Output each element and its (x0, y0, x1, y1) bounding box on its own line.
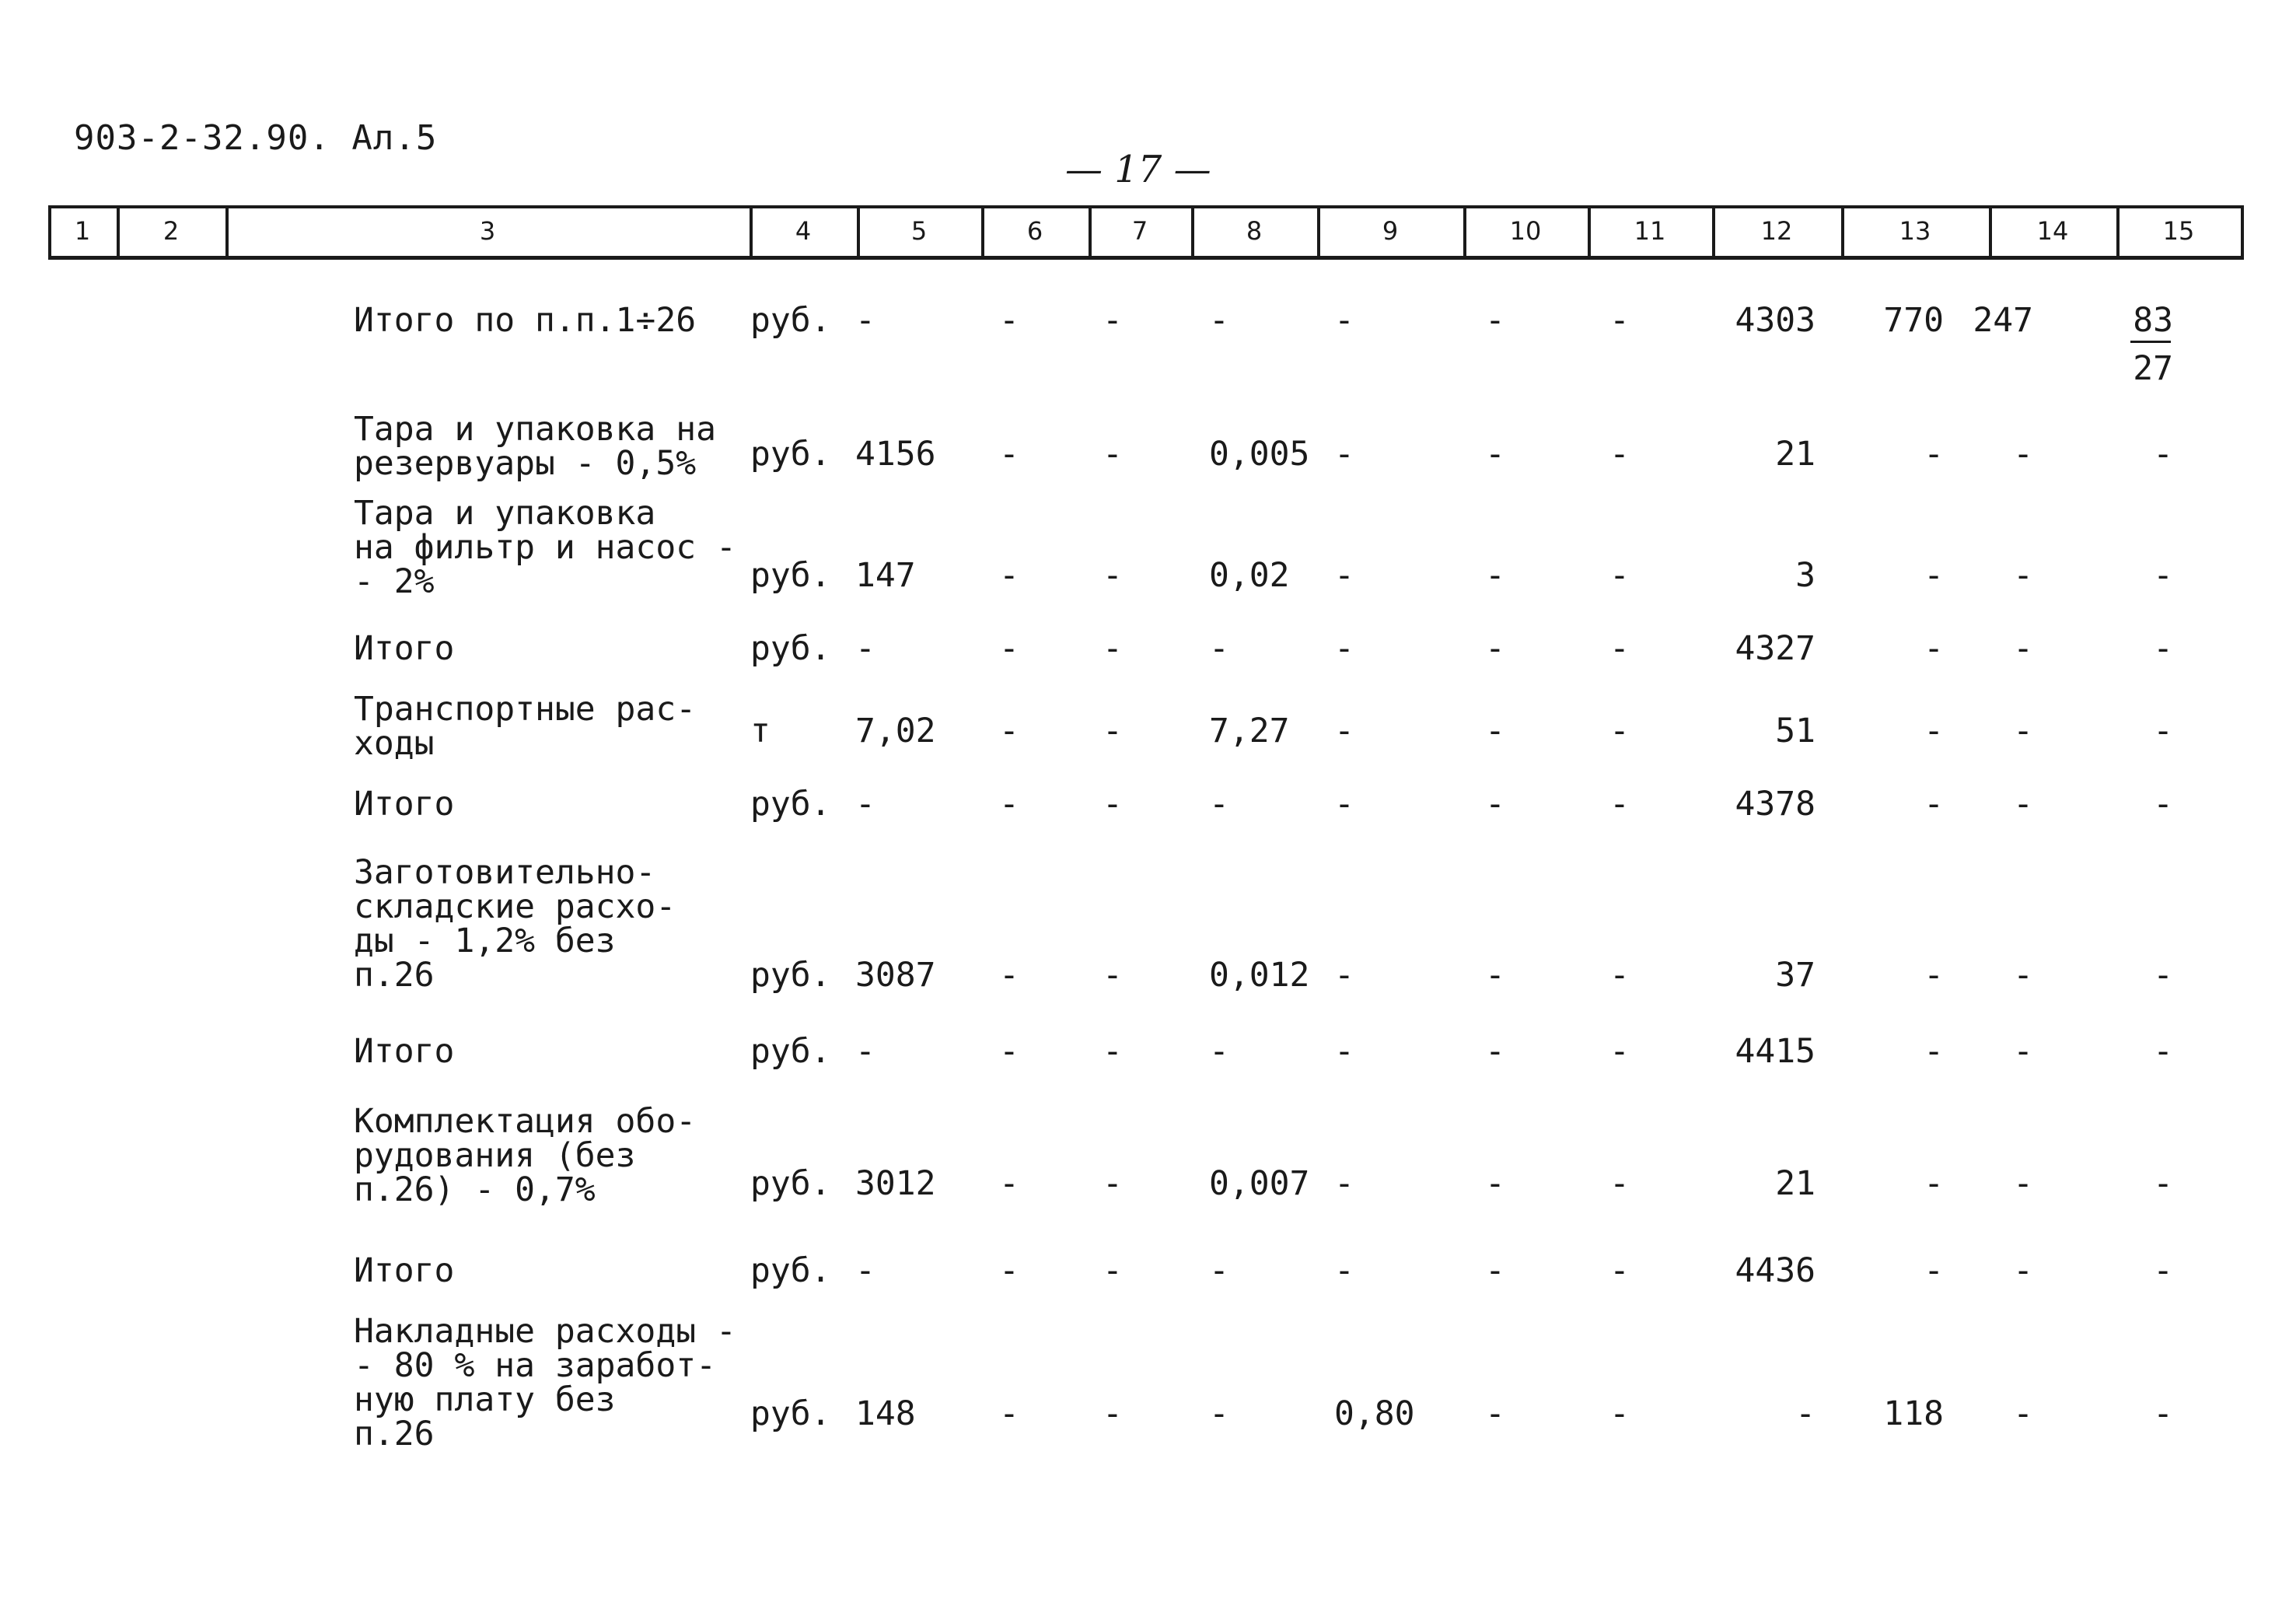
cell-c11: - (1609, 1164, 1630, 1203)
cell-c9: - (1334, 301, 1354, 340)
cell-c5: 3087 (855, 956, 936, 995)
header-col-7: 7 (1131, 216, 1148, 246)
cell-c11: - (1609, 785, 1630, 824)
cell-unit: руб. (750, 1251, 831, 1290)
cell-c12: 21 (1775, 1164, 1815, 1203)
cell-c14: - (2013, 785, 2033, 824)
cell-c6: - (999, 1251, 1019, 1290)
cell-c7: - (1103, 629, 1123, 668)
header-col-1: 1 (74, 216, 91, 246)
cell-c10: - (1485, 301, 1505, 340)
cell-unit: руб. (750, 1394, 831, 1433)
cell-c11: - (1609, 556, 1630, 595)
header-col-5: 5 (910, 216, 928, 246)
row-description: Накладные расходы - - 80 % на заработ- ную плату без п.26 (354, 1312, 736, 1453)
cell-c13: - (1924, 785, 1944, 824)
cell-c8: 0,02 (1209, 556, 1290, 595)
cell-c13: 770 (1883, 301, 1944, 340)
header-col-3: 3 (479, 216, 496, 246)
cell-c9: - (1334, 1032, 1354, 1071)
cell-c12: - (1795, 1394, 1815, 1433)
cell-c10: - (1485, 435, 1505, 474)
cell-c10: - (1485, 1251, 1505, 1290)
cell-c5: - (855, 629, 875, 668)
cell-c5: 7,02 (855, 712, 936, 750)
cell-c12: 3 (1795, 556, 1815, 595)
cell-unit: руб. (750, 435, 831, 474)
cell-c15: - (2153, 435, 2173, 474)
cell-c13: - (1924, 956, 1944, 995)
cell-c6: - (999, 629, 1019, 668)
cell-c7: - (1103, 1164, 1123, 1203)
cell-c8: - (1209, 629, 1229, 668)
cell-c5: - (855, 1251, 875, 1290)
cell-c6: - (999, 956, 1019, 995)
cell-c9: - (1334, 712, 1354, 750)
cell-c5: - (855, 301, 875, 340)
cell-c12: 4415 (1735, 1032, 1815, 1071)
row-description: Итого (354, 629, 455, 668)
cell-c5: 4156 (855, 435, 936, 474)
cell-c10: - (1485, 785, 1505, 824)
cell-c11: - (1609, 956, 1630, 995)
cell-c9: - (1334, 629, 1354, 668)
header-col-13: 13 (1899, 216, 1931, 246)
cell-c6: - (999, 1394, 1019, 1433)
cell-unit: руб. (750, 1164, 831, 1203)
cell-c15-second-line: 27 (2133, 349, 2173, 388)
cell-c6: - (999, 435, 1019, 474)
cell-c15: - (2153, 1394, 2173, 1433)
page-number: — 17 — (1065, 148, 1211, 191)
cell-c13: - (1924, 435, 1944, 474)
cell-c14: - (2013, 956, 2033, 995)
cell-c7: - (1103, 1394, 1123, 1433)
cell-c12: 37 (1775, 956, 1815, 995)
cell-c5: 147 (855, 556, 916, 595)
table-header (48, 205, 2244, 260)
cell-c7: - (1103, 301, 1123, 340)
cell-c8: 7,27 (1209, 712, 1290, 750)
cell-c11: - (1609, 629, 1630, 668)
document-code: 903-2-32.90. Ал.5 (74, 118, 438, 158)
cell-c12: 4378 (1735, 785, 1815, 824)
cell-c8: - (1209, 1394, 1229, 1433)
cell-unit: руб. (750, 301, 831, 340)
cell-c12: 4327 (1735, 629, 1815, 668)
cell-c14: - (2013, 556, 2033, 595)
cell-c10: - (1485, 956, 1505, 995)
cell-unit: руб. (750, 629, 831, 668)
cell-c13: 118 (1883, 1394, 1944, 1433)
cell-c13: - (1924, 1164, 1944, 1203)
cell-unit: руб. (750, 956, 831, 995)
cell-c9: - (1334, 785, 1354, 824)
cell-c10: - (1485, 712, 1505, 750)
cell-c7: - (1103, 956, 1123, 995)
cell-c12: 4303 (1735, 301, 1815, 340)
cell-c15: - (2153, 1164, 2173, 1203)
cell-c7: - (1103, 435, 1123, 474)
cell-c10: - (1485, 556, 1505, 595)
cell-c13: - (1924, 1251, 1944, 1290)
cell-c8: - (1209, 301, 1229, 340)
cell-c14: - (2013, 1164, 2033, 1203)
cell-unit: руб. (750, 556, 831, 595)
cell-c11: - (1609, 712, 1630, 750)
cell-c14: 247 (1973, 301, 2033, 340)
cell-c15: - (2153, 956, 2173, 995)
cell-c11: - (1609, 435, 1630, 474)
cell-c15: - (2153, 1032, 2173, 1071)
cell-c15: - (2153, 1251, 2173, 1290)
cell-c9: - (1334, 556, 1354, 595)
header-col-2: 2 (163, 216, 180, 246)
cell-c15: - (2153, 712, 2173, 750)
cell-c14: - (2013, 629, 2033, 668)
cell-c9: - (1334, 435, 1354, 474)
header-col-4: 4 (795, 216, 812, 246)
row-description: Транспортные рас- ходы (354, 690, 697, 763)
cell-c11: - (1609, 301, 1630, 340)
cell-c13: - (1924, 556, 1944, 595)
cell-c6: - (999, 1164, 1019, 1203)
cell-c5: - (855, 785, 875, 824)
cell-c7: - (1103, 712, 1123, 750)
row-description: Тара и упаковка на фильтр и насос - - 2% (354, 494, 736, 601)
cell-c6: - (999, 301, 1019, 340)
cell-c14: - (2013, 712, 2033, 750)
fraction-line (2130, 341, 2171, 343)
cell-c11: - (1609, 1251, 1630, 1290)
cell-c5: - (855, 1032, 875, 1071)
cell-c15: - (2153, 629, 2173, 668)
row-description: Итого по п.п.1÷26 (354, 301, 697, 340)
cell-c10: - (1485, 1164, 1505, 1203)
cell-c12: 21 (1775, 435, 1815, 474)
row-description: Заготовительно- складские расхо- ды - 1,2% без п.26 (354, 853, 676, 995)
row-description: Тара и упаковка на резервуары - 0,5% (354, 410, 716, 483)
row-description: Итого (354, 1251, 455, 1290)
cell-c15: 83 (2133, 301, 2173, 340)
cell-c15: - (2153, 556, 2173, 595)
cell-unit: руб. (750, 1032, 831, 1071)
cell-c6: - (999, 1032, 1019, 1071)
cell-c8: - (1209, 785, 1229, 824)
cell-c9: - (1334, 1164, 1354, 1203)
cell-c6: - (999, 785, 1019, 824)
header-col-11: 11 (1634, 216, 1666, 246)
cell-c10: - (1485, 1394, 1505, 1433)
cell-c9: - (1334, 1251, 1354, 1290)
cell-c6: - (999, 712, 1019, 750)
cell-c10: - (1485, 1032, 1505, 1071)
cell-c13: - (1924, 1032, 1944, 1071)
row-description: Итого (354, 1032, 455, 1071)
cell-c14: - (2013, 1394, 2033, 1433)
cell-c7: - (1103, 556, 1123, 595)
cell-c13: - (1924, 712, 1944, 750)
cell-c9: - (1334, 956, 1354, 995)
header-col-12: 12 (1760, 216, 1793, 246)
row-description: Комплектация обо- рудования (без п.26) - 0,7% (354, 1102, 697, 1209)
cell-c6: - (999, 556, 1019, 595)
cell-unit: т (750, 712, 771, 750)
cell-c12: 51 (1775, 712, 1815, 750)
cell-c11: - (1609, 1394, 1630, 1433)
cell-c8: 0,005 (1209, 435, 1310, 474)
cell-unit: руб. (750, 785, 831, 824)
header-col-9: 9 (1382, 216, 1399, 246)
cell-c11: - (1609, 1032, 1630, 1071)
cell-c5: 148 (855, 1394, 916, 1433)
cell-c14: - (2013, 435, 2033, 474)
header-col-6: 6 (1026, 216, 1043, 246)
cell-c8: 0,012 (1209, 956, 1310, 995)
header-col-10: 10 (1509, 216, 1542, 246)
cell-c14: - (2013, 1251, 2033, 1290)
cell-c8: - (1209, 1251, 1229, 1290)
cell-c14: - (2013, 1032, 2033, 1071)
header-col-15: 15 (2162, 216, 2195, 246)
cell-c5: 3012 (855, 1164, 936, 1203)
cell-c7: - (1103, 785, 1123, 824)
cell-c8: 0,007 (1209, 1164, 1310, 1203)
row-description: Итого (354, 785, 455, 824)
cell-c13: - (1924, 629, 1944, 668)
cell-c12: 4436 (1735, 1251, 1815, 1290)
header-col-14: 14 (2036, 216, 2069, 246)
cell-c7: - (1103, 1251, 1123, 1290)
header-divider (2241, 205, 2244, 260)
cell-c9: 0,80 (1334, 1394, 1415, 1433)
cell-c8: - (1209, 1032, 1229, 1071)
header-col-8: 8 (1246, 216, 1263, 246)
cell-c10: - (1485, 629, 1505, 668)
cell-c15: - (2153, 785, 2173, 824)
cell-c7: - (1103, 1032, 1123, 1071)
